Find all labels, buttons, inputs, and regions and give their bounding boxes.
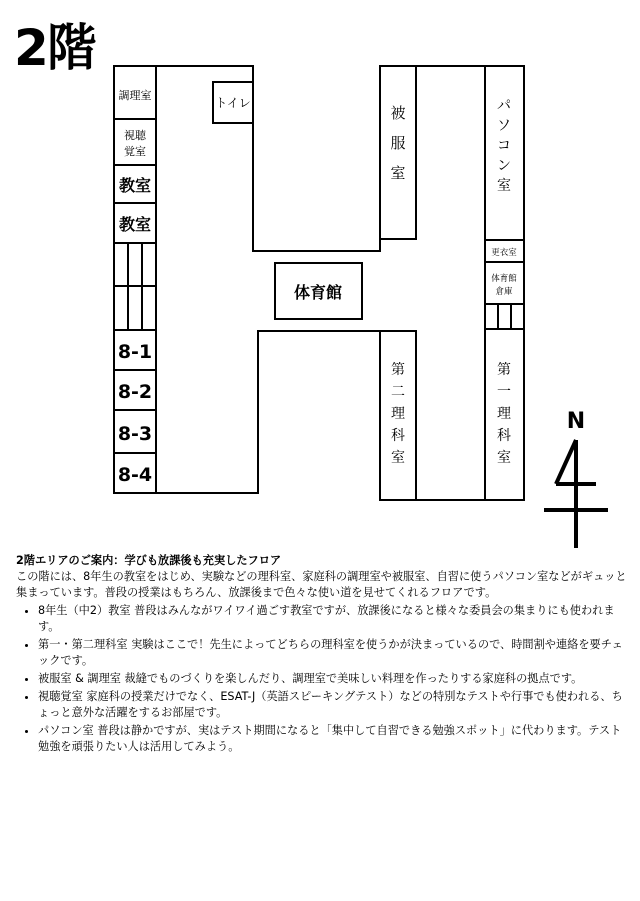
info-item	[38, 723, 628, 755]
info-item-text: 実験はここで！先生によってどちらの理科室を使うかが決まっているので、時間割や連絡を要チェックです。	[38, 638, 623, 667]
room-clothing[interactable]	[380, 66, 416, 239]
label-pc-char: ソ	[497, 118, 511, 134]
compass-icon	[544, 440, 608, 548]
label-clothing-char: 室	[390, 164, 406, 182]
info-item-text: 裁縫でものづくりを楽しんだり、調理室で美味しい料理を作ったりする家庭科の拠点です。	[124, 672, 583, 685]
info-item-text: 普段は静かですが、実はテスト期間になると「集中して自習できる勉強スポット」に代わります。テスト勉強を頑張りたい人は活用してみよう。	[38, 724, 622, 753]
info-section	[16, 553, 628, 757]
label-gym-storage-line2: 倉庫	[495, 287, 513, 297]
info-intro: この階には、8年生の教室をはじめ、実験などの理科室、家庭科の調理室や被服室、自習に使うパソコン室などがギュッと集まっています。普段の授業はもちろん、放課後まで色々な使い道を見せてくれるフロアです。	[16, 570, 627, 599]
stairs-right	[485, 304, 524, 329]
label-classroom-b: 教室	[118, 215, 152, 234]
label-cooking: 調理室	[118, 89, 152, 102]
label-science-1-char: 室	[497, 450, 511, 466]
info-item-title: 8年生（中2）教室	[38, 604, 131, 617]
info-item	[38, 689, 628, 721]
info-item	[38, 671, 628, 687]
label-av-line1: 視聴	[124, 129, 146, 142]
info-item-title: パソコン室	[38, 724, 94, 737]
label-pc-char: パ	[497, 98, 511, 114]
label-locker: 更衣室	[491, 248, 517, 258]
info-item-text: 普段はみんながワイワイ過ごす教室ですが、放課後になると様々な委員会の集まりにも使われます。	[38, 604, 615, 633]
label-clothing-char: 服	[390, 134, 406, 152]
info-item	[38, 637, 628, 669]
label-science-1-char: 理	[497, 406, 511, 422]
label-pc-char: コ	[497, 138, 511, 154]
label-science-1-char: 第	[497, 362, 511, 378]
room-av[interactable]	[114, 119, 156, 165]
label-science-2-char: 二	[391, 384, 405, 400]
label-8-1: 8-1	[117, 341, 153, 363]
compass-label: N	[566, 409, 586, 434]
info-item-title: 視聴覚室	[38, 690, 83, 703]
info-item-title: 被服室 & 調理室	[38, 672, 121, 685]
label-gym: 体育館	[293, 283, 343, 302]
label-gym-storage-line1: 体育館	[491, 274, 517, 284]
label-clothing-char: 被	[390, 104, 406, 122]
label-science-2-char: 室	[391, 450, 405, 466]
info-item-text: 家庭科の授業だけでなく、ESAT-J（英語スピーキングテスト）などの特別なテストや行事でも使われる、ちょっと意外な活躍をするお部屋です。	[38, 690, 623, 719]
label-8-4: 8-4	[117, 464, 153, 486]
floor-title: 2階	[14, 19, 95, 77]
label-av-line2: 覚室	[124, 145, 146, 158]
label-8-2: 8-2	[117, 381, 153, 403]
label-8-3: 8-3	[117, 423, 153, 445]
label-classroom-a: 教室	[118, 176, 152, 195]
label-pc-char: 室	[497, 178, 511, 194]
label-science-2-char: 第	[391, 362, 405, 378]
info-list	[16, 603, 628, 755]
info-heading: 2階エリアのご案内：学びも放課後も充実したフロア	[16, 554, 282, 567]
label-science-2-char: 理	[391, 406, 405, 422]
label-science-1-char: 一	[497, 384, 511, 400]
info-item	[38, 603, 628, 635]
label-toilet: トイレ	[215, 96, 251, 110]
label-science-1-char: 科	[497, 428, 511, 444]
info-item-title: 第一・第二理科室	[38, 638, 128, 651]
label-pc-char: ン	[497, 158, 511, 174]
label-science-2-char: 科	[391, 428, 405, 444]
